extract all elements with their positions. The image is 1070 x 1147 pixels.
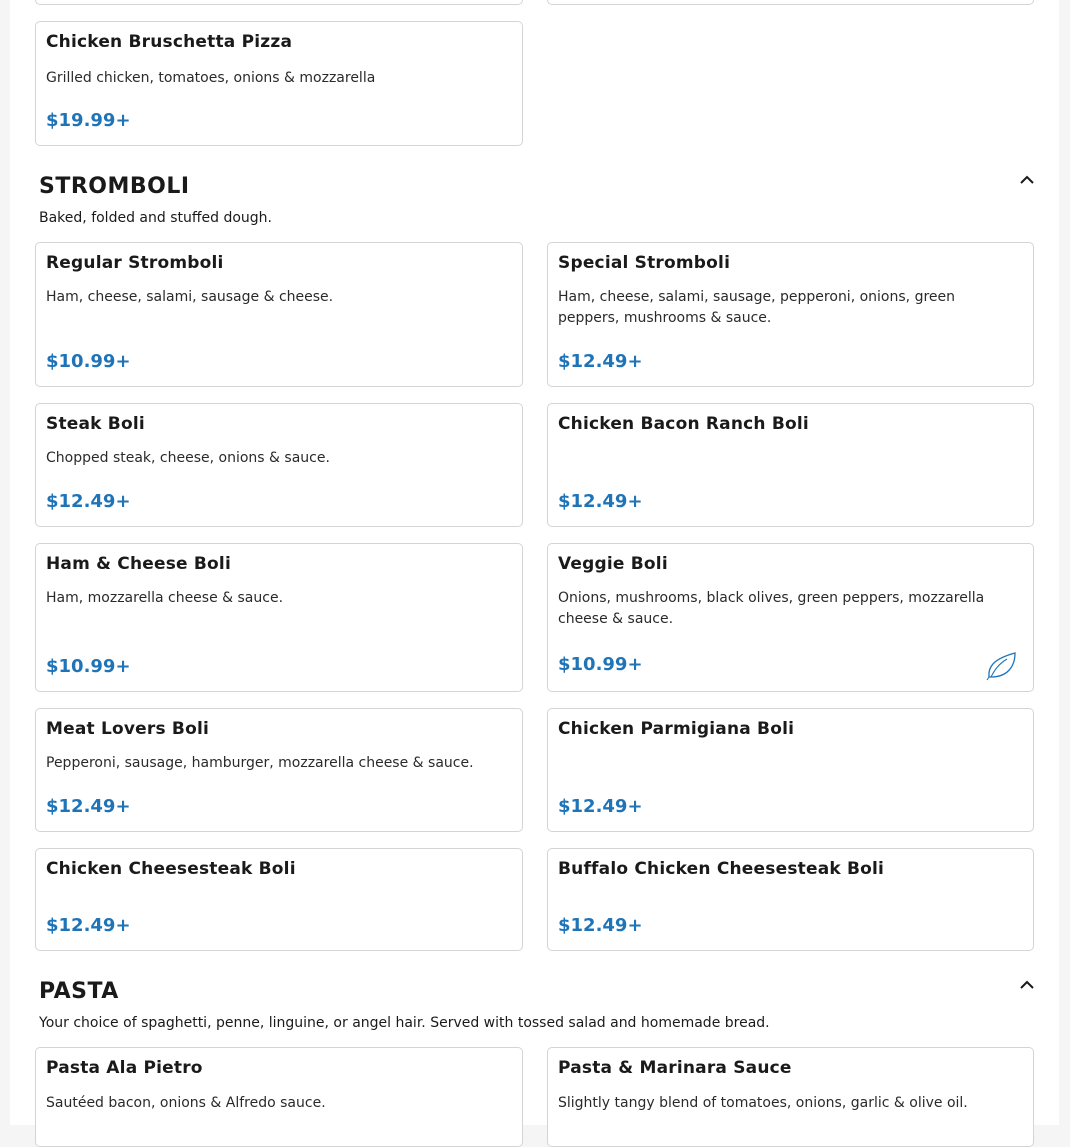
item-name: Buffalo Chicken Cheesesteak Boli	[558, 859, 885, 879]
menu-item-card[interactable]	[547, 403, 1034, 527]
menu-item-card[interactable]	[35, 543, 523, 692]
item-name: Steak Boli	[46, 414, 145, 434]
item-price: $10.99+	[46, 351, 131, 372]
item-description: Onions, mushrooms, black olives, green peppers, mozzarella cheese & sauce.	[558, 590, 985, 627]
item-name: Ham & Cheese Boli	[46, 554, 231, 574]
menu-page	[10, 0, 1059, 1125]
section-description-pasta: Your choice of spaghetti, penne, linguine, or angel hair. Served with tossed salad and homemade bread.	[39, 1015, 770, 1031]
item-name: Chicken Parmigiana Boli	[558, 719, 795, 739]
item-name: Special Stromboli	[558, 253, 731, 273]
item-name: Veggie Boli	[558, 554, 668, 574]
item-name: Pasta & Marinara Sauce	[558, 1058, 792, 1078]
chevron-up-icon[interactable]	[1017, 975, 1037, 995]
item-description: Sautéed bacon, onions & Alfredo sauce.	[46, 1095, 326, 1111]
menu-item-card[interactable]	[547, 242, 1034, 387]
item-price: $12.49+	[558, 351, 643, 372]
menu-item-card[interactable]	[35, 1047, 523, 1147]
menu-item-card[interactable]	[35, 403, 523, 527]
item-name: Regular Stromboli	[46, 253, 224, 273]
item-description: Ham, cheese, salami, sausage, pepperoni, onions, green peppers, mushrooms & sauce.	[558, 289, 955, 326]
menu-item-card[interactable]	[35, 242, 523, 387]
item-description: Pepperoni, sausage, hamburger, mozzarella cheese & sauce.	[46, 755, 474, 771]
item-name: Chicken Bacon Ranch Boli	[558, 414, 809, 434]
section-title-stromboli: STROMBOLI	[39, 174, 190, 199]
menu-item-card-partial[interactable]	[547, 0, 1034, 5]
menu-item-card-partial[interactable]	[35, 0, 523, 5]
menu-item-card[interactable]	[547, 708, 1034, 832]
section-description-stromboli: Baked, folded and stuffed dough.	[39, 210, 272, 226]
item-price: $12.49+	[558, 491, 643, 512]
item-description: Ham, cheese, salami, sausage & cheese.	[46, 289, 334, 305]
section-title-pasta: PASTA	[39, 979, 119, 1004]
menu-item-card[interactable]	[35, 848, 523, 951]
item-price: $12.49+	[46, 796, 131, 817]
menu-item-card[interactable]	[35, 21, 523, 146]
item-price: $10.99+	[46, 656, 131, 677]
item-name: Chicken Cheesesteak Boli	[46, 859, 296, 879]
leaf-icon	[985, 649, 1019, 681]
item-name: Meat Lovers Boli	[46, 719, 209, 739]
item-name: Chicken Bruschetta Pizza	[46, 32, 293, 52]
menu-item-card[interactable]	[547, 1047, 1034, 1147]
menu-item-card[interactable]	[35, 708, 523, 832]
item-description: Grilled chicken, tomatoes, onions & mozzarella	[46, 70, 376, 86]
item-price: $10.99+	[558, 654, 643, 675]
menu-item-card[interactable]	[547, 848, 1034, 951]
item-price: $12.49+	[46, 491, 131, 512]
item-price: $12.49+	[558, 915, 643, 936]
item-description: Slightly tangy blend of tomatoes, onions, garlic & olive oil.	[558, 1095, 968, 1111]
chevron-up-icon[interactable]	[1017, 170, 1037, 190]
item-price: $12.49+	[46, 915, 131, 936]
item-description: Chopped steak, cheese, onions & sauce.	[46, 450, 330, 466]
item-name: Pasta Ala Pietro	[46, 1058, 203, 1078]
menu-item-card[interactable]	[547, 543, 1034, 692]
item-price: $19.99+	[46, 110, 131, 131]
item-description: Ham, mozzarella cheese & sauce.	[46, 590, 284, 606]
item-price: $12.49+	[558, 796, 643, 817]
